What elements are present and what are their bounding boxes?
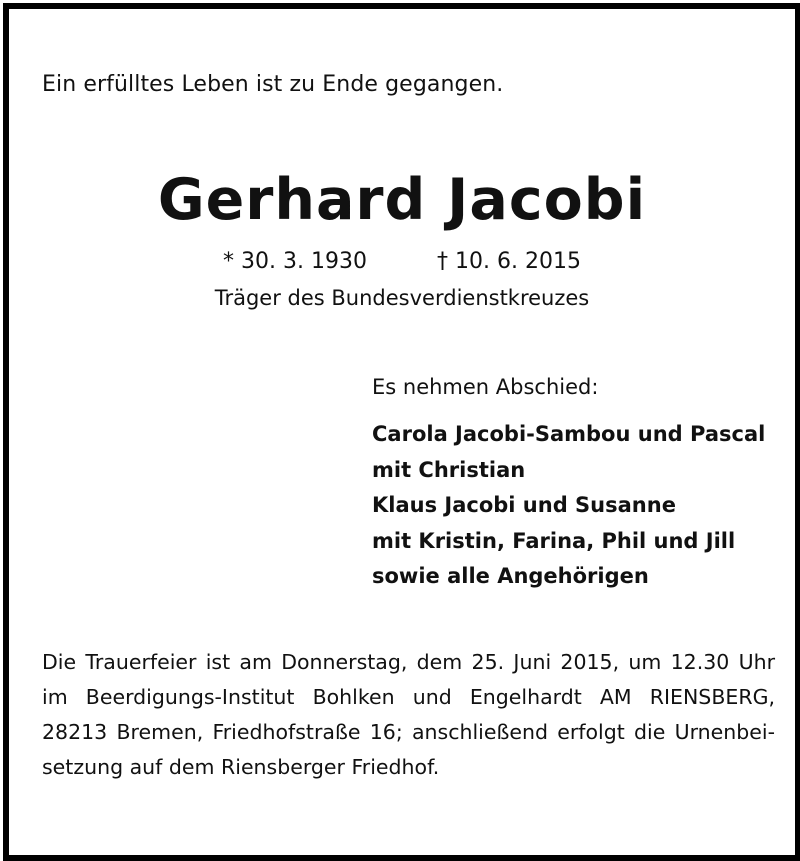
mourner-line: Carola Jacobi-Sambou und Pascal	[372, 422, 766, 446]
mourner-line: Klaus Jacobi und Susanne	[372, 493, 676, 517]
deceased-name: Gerhard Jacobi	[157, 167, 647, 233]
service-line: im Beerdigungs-Institut Bohlken und Engelhardt AM RIENSBERG,	[42, 685, 775, 709]
funeral-service-text	[42, 645, 775, 785]
birth-date: * 30. 3. 1930	[223, 249, 367, 274]
mourner-line: mit Kristin, Farina, Phil und Jill	[372, 528, 736, 553]
death-date: † 10. 6. 2015	[437, 249, 581, 274]
intro-line: Ein erfülltes Leben ist zu Ende gegangen.	[42, 72, 504, 97]
life-dates	[9, 249, 795, 274]
service-line: Die Trauerfeier ist am Donnerstag, dem 25. Juni 2015, um 12.30 Uhr	[42, 650, 775, 674]
mourner-line: mit Christian	[372, 457, 526, 482]
obituary-frame	[3, 3, 800, 861]
mourner-line: sowie alle Angehörigen	[372, 564, 649, 588]
farewell-label: Es nehmen Abschied:	[372, 375, 599, 399]
service-line: setzung auf dem Riensberger Friedhof.	[42, 755, 440, 779]
honor-line: Träger des Bundesverdienstkreuzes	[214, 286, 590, 310]
service-line: 28213 Bremen, Friedhofstraße 16; anschließend erfolgt die Urnenbei-	[42, 720, 775, 744]
mourners-list	[372, 417, 765, 595]
